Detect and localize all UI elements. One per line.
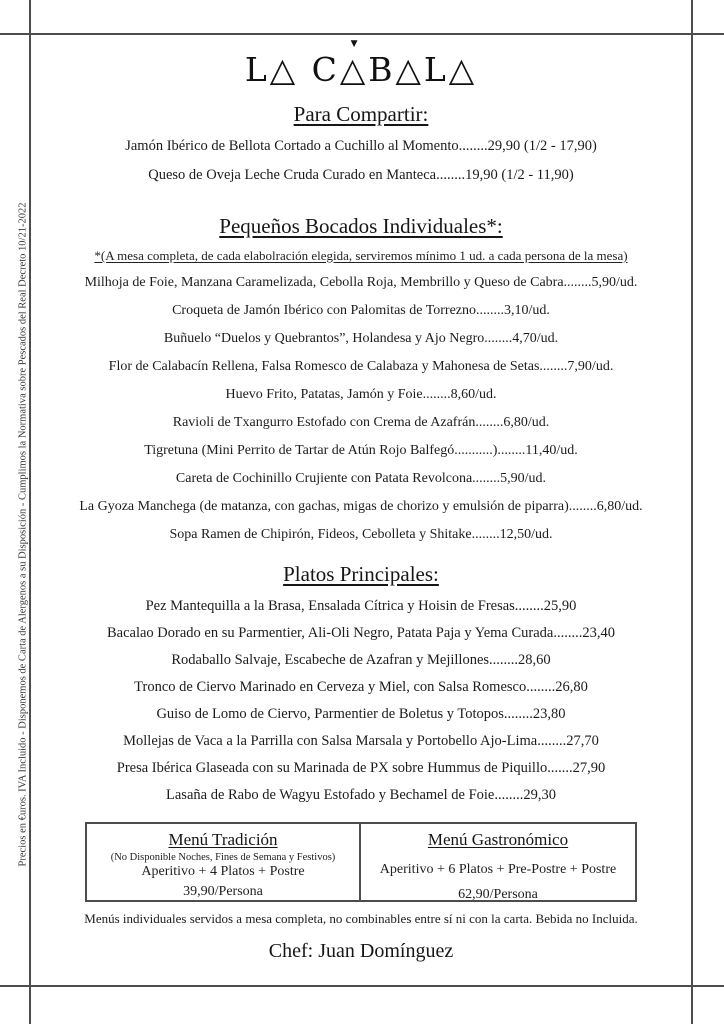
brand-logo [31,39,691,90]
bocados-list [31,269,691,549]
bocados-note: *(A mesa completa, de cada elabolración elegida, serviremos mínimo 1 ud. a cada persona de la mesa) [94,247,628,263]
menu-gastronomico-composition: Aperitivo + 6 Platos + Pre-Postre + Postre [379,861,617,877]
menu-item: Careta de Cochinillo Crujiente con Patata Revolcona........5,90/ud. [175,470,547,486]
menu-item: Lasaña de Rabo de Wagyu Estofado y Bechamel de Foie........29,30 [166,786,556,803]
principales-list [31,593,691,809]
menu-item: Milhoja de Foie, Manzana Caramelizada, Cebolla Roja, Membrillo y Queso de Cabra........5,90/ud. [84,274,638,290]
menu-tradicion-composition: Aperitivo + 4 Platos + Postre [141,863,305,879]
menu-gastronomico-cell [361,824,635,900]
menu-item: Rodaballo Salvaje, Escabeche de Azafran y Mejillones........28,60 [171,651,551,668]
chef-signature: Chef: Juan Domínguez [268,939,454,962]
menu-tradicion-cell [87,824,361,900]
menu-tradicion-availability-note: (No Disponible Noches, Fines de Semana y Festivos) [110,851,336,863]
section-title-bocados: Pequeños Bocados Individuales*: [219,213,503,238]
brand-logo-accented-letter: ▼ △ [339,39,369,89]
menu-item: Sopa Ramen de Chipirón, Fideos, Cebolleta y Shitake........12,50/ud. [169,526,553,542]
para-compartir-list [31,132,691,190]
menu-tradicion-price: 39,90/Persona [183,883,263,899]
menu-item: Mollejas de Vaca a la Parrilla con Salsa Marsala y Portobello Ajo-Lima........27,70 [123,732,599,749]
menu-item: Tigretuna (Mini Perrito de Tartar de Atún Rojo Balfegó...........)........11,40/ud. [144,442,578,458]
frame-line-bottom [0,985,724,987]
menu-item: Croqueta de Jamón Ibérico con Palomitas de Torrezno........3,10/ud. [172,302,550,318]
menu-item: Huevo Frito, Patatas, Jamón y Foie........8,60/ud. [225,386,497,402]
menus-conditions-note: Menús individuales servidos a mesa completa, no combinables entre sí ni con la carta. Bebida no Incluida. [84,910,638,926]
menu-item: Buñuelo “Duelos y Quebrantos”, Holandesa y Ajo Negro........4,70/ud. [163,330,559,346]
brand-logo-part: B△L△ [368,50,478,89]
menu-item: Guiso de Lomo de Ciervo, Parmentier de Boletus y Totopos........23,80 [156,705,566,722]
menu-item: Jamón Ibérico de Bellota Cortado a Cuchillo al Momento........29,90 (1/2 - 17,90) [125,137,597,154]
brand-logo-part: L△ C [244,50,340,89]
menu-item: Bacalao Dorado en su Parmentier, Ali-Oli Negro, Patata Paja y Yema Curada........23,40 [106,624,615,641]
menu-item: Flor de Calabacín Rellena, Falsa Romesco de Calabaza y Mahonesa de Setas........7,90/ud. [108,358,614,374]
section-title-principales: Platos Principales: [283,561,439,586]
section-title-para-compartir: Para Compartir: [293,101,429,126]
accent-triangle-icon: ▼ [350,39,358,49]
menu-gastronomico-title: Menú Gastronómico [427,829,569,849]
menu-item: Pez Mantequilla a la Brasa, Ensalada Cítrica y Hoisin de Fresas........25,90 [145,597,577,614]
set-menus-box [85,822,637,902]
menu-item: Presa Ibérica Glaseada con su Marinada de PX sobre Hummus de Piquillo.......27,90 [116,759,606,776]
legal-side-note: Precios en €uros. IVA Incluido - Disponemos de Carta de Alergenos a su Disposición - Cumplimos la Normativa sobre Pescados del Real Decreto 10/21-2022 [17,202,29,867]
menu-item: Queso de Oveja Leche Cruda Curado en Manteca........19,90 (1/2 - 11,90) [148,166,574,183]
frame-line-right [691,0,693,1024]
menu-item: Ravioli de Txangurro Estofado con Crema de Azafrán........6,80/ud. [172,414,550,430]
menu-item: Tronco de Ciervo Marinado en Cerveza y Miel, con Salsa Romesco........26,80 [134,678,588,695]
menu-tradicion-title: Menú Tradición [168,829,278,849]
menu-gastronomico-price: 62,90/Persona [458,886,538,902]
menu-page [31,34,691,963]
menu-item: La Gyoza Manchega (de matanza, con gachas, migas de chorizo y emulsión de piparra)........6,80/ud. [79,498,643,514]
